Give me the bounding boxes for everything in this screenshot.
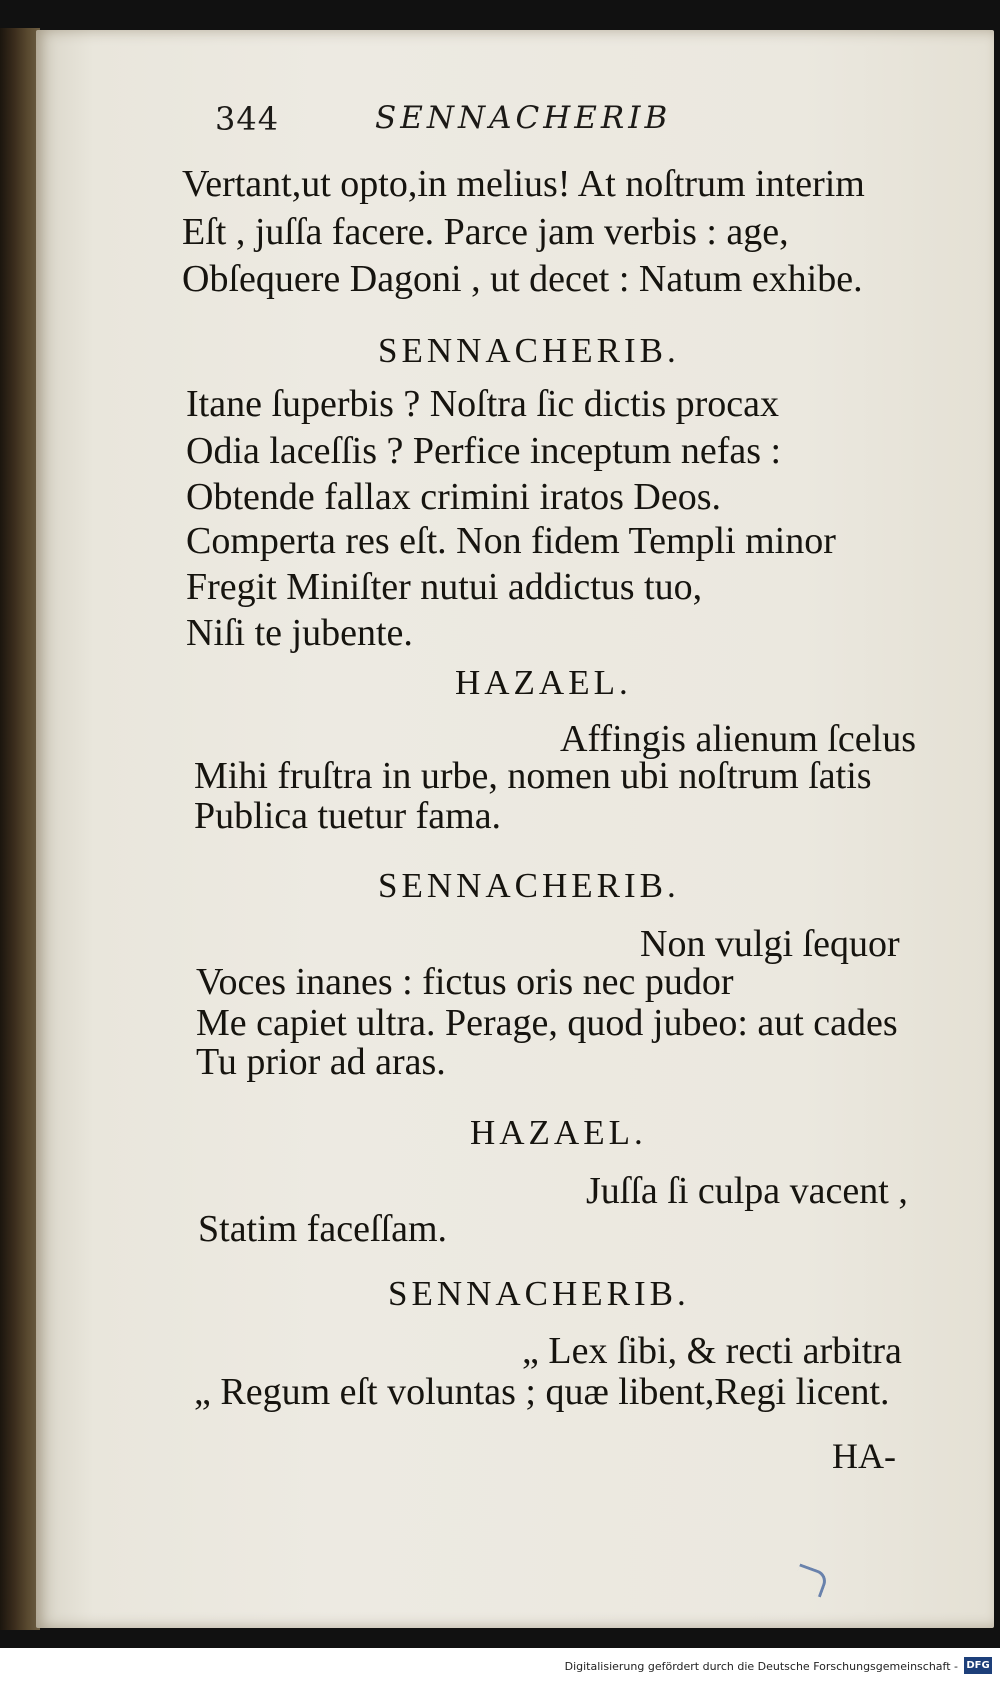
speaker-heading: HAZAEL.	[455, 663, 632, 702]
page-number: 344	[215, 100, 280, 138]
verse-line: Mihi fruſtra in urbe, nomen ubi noſtrum ſatis	[194, 755, 872, 797]
running-title: SENNACHERIB	[375, 100, 672, 136]
speaker-heading: SENNACHERIB.	[388, 1274, 690, 1313]
book-fore-edge	[0, 28, 40, 1630]
verse-line: „ Lex ſibi, & recti arbitra	[522, 1330, 902, 1372]
verse-line: Niſi te jubente.	[186, 612, 413, 654]
verse-line: Odia laceſſis ? Perfice inceptum nefas :	[186, 430, 782, 472]
dfg-logo: DFG	[964, 1657, 992, 1674]
verse-line: Vertant,ut opto,in melius! At noſtrum interim	[182, 163, 865, 205]
verse-line: Voces inanes : fictus oris nec pudor	[196, 961, 734, 1003]
verse-line: Non vulgi ſequor	[640, 923, 900, 965]
catchword: HA-	[832, 1436, 896, 1476]
verse-line: Eſt , juſſa facere. Parce jam verbis : age,	[182, 211, 789, 253]
verse-line: „ Regum eſt voluntas ; quæ libent,Regi licent.	[194, 1371, 890, 1413]
verse-line: Publica tuetur fama.	[194, 795, 502, 837]
verse-line: Fregit Miniſter nutui addictus tuo,	[186, 566, 703, 608]
verse-line: Affingis alienum ſcelus	[560, 718, 917, 760]
verse-line: Comperta res eſt. Non fidem Templi minor	[186, 520, 836, 562]
verse-line: Obtende fallax crimini iratos Deos.	[186, 476, 722, 518]
speaker-heading: HAZAEL.	[470, 1113, 647, 1152]
verse-line: Tu prior ad aras.	[196, 1041, 446, 1083]
verse-line: Juſſa ſi culpa vacent ,	[586, 1170, 908, 1212]
verse-line: Obſequere Dagoni , ut decet : Natum exhibe.	[182, 258, 863, 300]
verse-line: Statim faceſſam.	[198, 1208, 448, 1250]
verse-line: Itane ſuperbis ? Noſtra ſic dictis procax	[186, 383, 780, 425]
speaker-heading: SENNACHERIB.	[378, 866, 680, 905]
verse-line: Me capiet ultra. Perage, quod jubeo: aut cades	[196, 1002, 898, 1044]
digitization-footer	[0, 1648, 1000, 1690]
speaker-heading: SENNACHERIB.	[378, 331, 680, 370]
running-head	[215, 100, 915, 150]
footer-credit: Digitalisierung gefördert durch die Deutsche Forschungsgemeinschaft -	[564, 1660, 958, 1673]
